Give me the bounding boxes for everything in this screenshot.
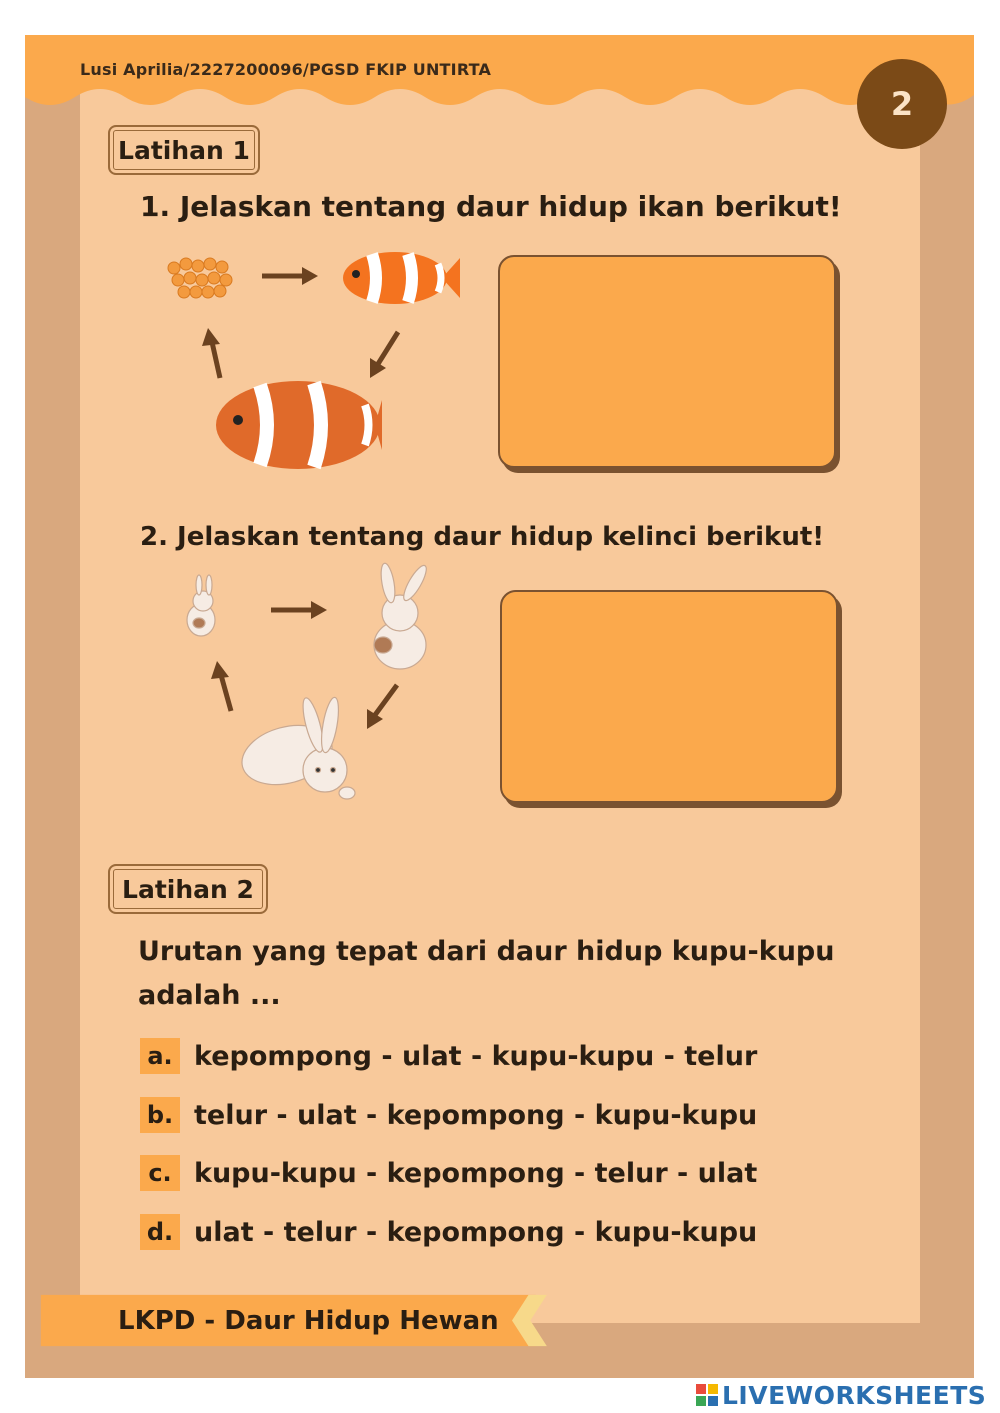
arrow-right-icon — [262, 267, 318, 285]
question-1-text: 1. Jelaskan tentang daur hidup ikan berikut! — [140, 190, 842, 223]
option-c[interactable] — [140, 1155, 757, 1191]
arrow-down-left-icon — [367, 685, 397, 729]
option-a[interactable] — [140, 1038, 757, 1074]
answer-box-question-2[interactable] — [500, 590, 838, 803]
option-text: kepompong - ulat - kupu-kupu - telur — [194, 1040, 758, 1072]
section-label-latihan-2: Latihan 2 — [108, 864, 268, 914]
question-3-line-2: adalah ... — [138, 980, 281, 1011]
fish-eggs-icon — [168, 258, 232, 298]
header-wave-band — [25, 35, 974, 125]
question-2-text: 2. Jelaskan tentang daur hidup kelinci berikut! — [140, 522, 825, 552]
fish-life-cycle-diagram — [160, 240, 480, 480]
option-text: telur - ulat - kepompong - kupu-kupu — [194, 1099, 758, 1131]
option-letter: d. — [140, 1214, 180, 1250]
young-rabbit-icon — [374, 562, 430, 669]
arrow-up-left-icon — [211, 661, 231, 711]
page-number-badge: 2 — [857, 59, 947, 149]
option-b[interactable] — [140, 1097, 757, 1133]
footer-title: LKPD - Daur Hidup Hewan — [118, 1306, 499, 1336]
option-letter: b. — [140, 1097, 180, 1133]
arrow-right-icon — [271, 601, 327, 619]
rabbit-life-cycle-diagram — [175, 565, 455, 815]
option-letter: c. — [140, 1155, 180, 1191]
arrow-up-left-icon — [202, 328, 220, 378]
option-d[interactable] — [140, 1214, 757, 1250]
liveworksheets-logo — [696, 1380, 986, 1410]
option-text: kupu-kupu - kepompong - telur - ulat — [194, 1157, 758, 1189]
adult-rabbit-icon — [235, 696, 355, 799]
adult-clownfish-icon — [216, 381, 382, 469]
liveworksheets-wordmark: LIVEWORKSHEETS — [722, 1380, 987, 1410]
option-letter: a. — [140, 1038, 180, 1074]
arrow-down-left-icon — [370, 332, 398, 378]
author-info: Lusi Aprilia/2227200096/PGSD FKIP UNTIRTA — [80, 60, 492, 79]
young-clownfish-icon — [343, 252, 460, 304]
question-3-line-1: Urutan yang tepat dari daur hidup kupu-kupu — [138, 936, 835, 967]
logo-squares-icon — [696, 1384, 718, 1406]
baby-rabbit-icon — [187, 575, 215, 636]
section-label-latihan-1: Latihan 1 — [108, 125, 260, 175]
option-text: ulat - telur - kepompong - kupu-kupu — [194, 1216, 758, 1248]
answer-box-question-1[interactable] — [498, 255, 836, 468]
